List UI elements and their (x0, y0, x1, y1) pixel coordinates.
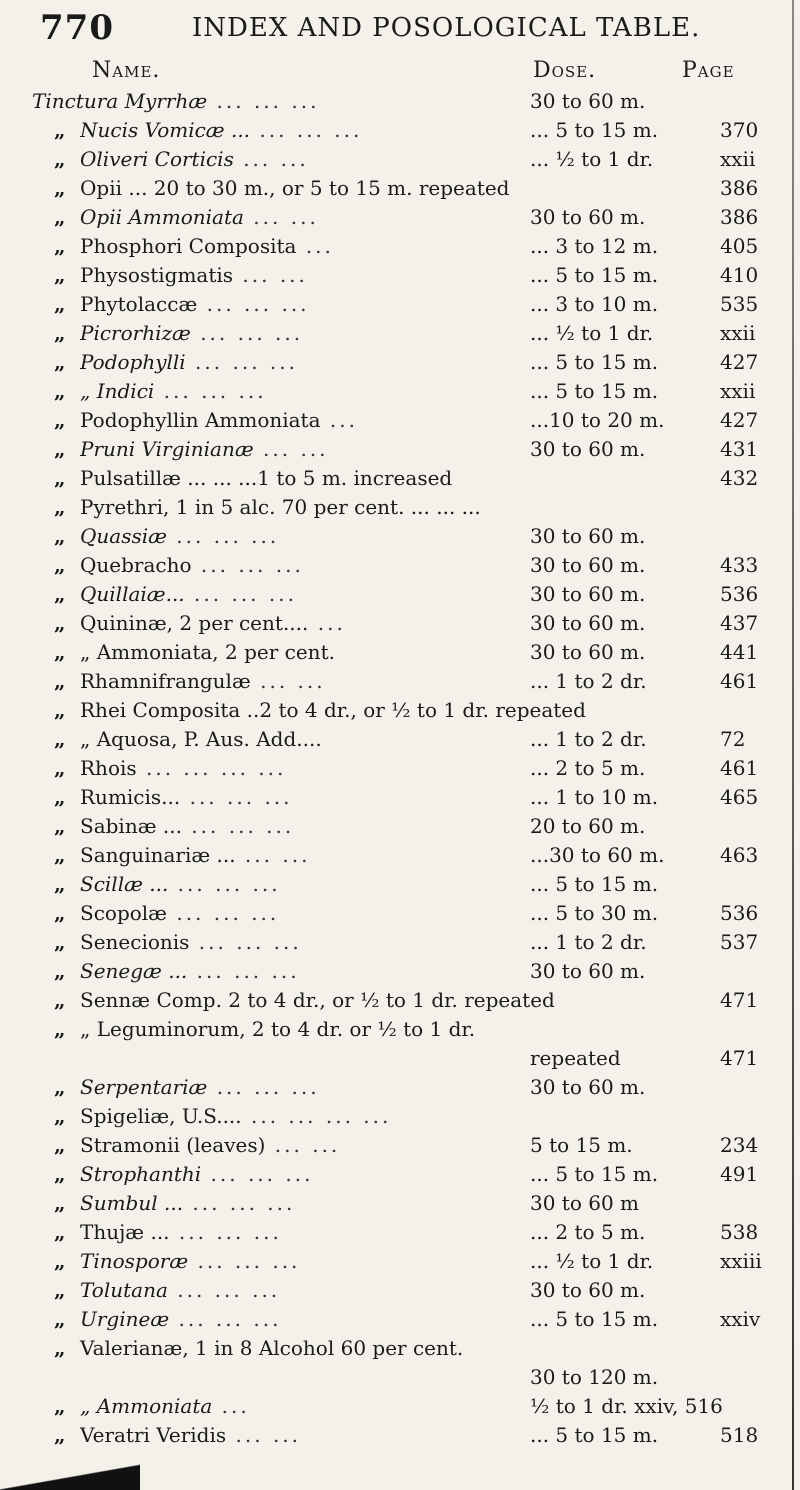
table-row (0, 581, 800, 607)
table-row (0, 146, 800, 172)
page-reference: 518 (720, 1423, 759, 1447)
ditto-mark: „ (54, 1249, 66, 1273)
ditto-mark: „ (54, 582, 66, 606)
table-row (0, 639, 800, 665)
remedy-name-text: „ Indici (80, 379, 155, 403)
dose-value: repeated (530, 1046, 621, 1070)
ditto-mark: „ (54, 1133, 66, 1157)
leader-dots: ... (212, 1394, 250, 1418)
remedy-name-text: Stramonii (leaves) (80, 1133, 266, 1157)
table-row (0, 349, 800, 375)
remedy-name (80, 1190, 540, 1216)
ditto-mark: „ (54, 756, 66, 780)
dose-value: ... ½ to 1 dr. (530, 1249, 654, 1273)
ditto-mark: „ (54, 727, 66, 751)
table-row (0, 1045, 800, 1071)
leader-dots: ... ... ... (197, 292, 310, 316)
remedy-name-text: Quillaiæ... (80, 582, 185, 606)
ditto-mark: „ (54, 495, 66, 519)
leader-dots: ... ... ... (166, 901, 280, 925)
remedy-name (80, 581, 540, 607)
remedy-name (80, 610, 540, 636)
table-row (0, 697, 800, 723)
table-row (0, 407, 800, 433)
page-reference: xxiii (720, 1249, 762, 1273)
dose-value: ... 5 to 30 m. (530, 901, 659, 925)
leader-dots: ... ... ... (167, 1278, 281, 1302)
page-reference: 471 (720, 1046, 759, 1070)
remedy-name (80, 465, 780, 491)
leader-dots: ... ... (253, 437, 329, 461)
leader-dots: ... ... ... (169, 1220, 282, 1244)
dose-value: 30 to 60 m (530, 1191, 640, 1215)
table-row (0, 1248, 800, 1274)
dose-value: ... ½ to 1 dr. (530, 321, 654, 345)
remedy-name (80, 436, 540, 462)
remedy-name-text: Phytolaccæ (80, 292, 198, 316)
remedy-name-text: Thujæ ... (80, 1220, 170, 1244)
page-reference: 410 (720, 263, 759, 287)
table-row (0, 1335, 800, 1361)
remedy-name (80, 813, 540, 839)
remedy-name-text: Senegæ ... (80, 959, 188, 983)
table-row (0, 465, 800, 491)
remedy-name-text: „ Leguminorum, 2 to 4 dr. or ½ to 1 dr. (80, 1017, 476, 1041)
leader-dots: ... ... ... (181, 814, 295, 838)
table-row (0, 88, 800, 114)
remedy-name-text: Physostigmatis (80, 263, 234, 287)
remedy-name (80, 1248, 540, 1274)
remedy-name (80, 1422, 540, 1448)
leader-dots: ... (320, 408, 358, 432)
table-row (0, 291, 800, 317)
table-row (0, 842, 800, 868)
remedy-name-text: Phosphori Composita (80, 234, 297, 258)
remedy-name (80, 697, 780, 723)
page-reference: 386 (720, 176, 759, 200)
dose-value: 30 to 120 m. (530, 1365, 659, 1389)
remedy-name (80, 407, 540, 433)
page-edge-shadow (792, 0, 794, 1490)
ditto-mark: „ (54, 292, 66, 316)
dose-value: ... 5 to 15 m. (530, 118, 659, 142)
dose-value: ... 1 to 10 m. (530, 785, 659, 809)
ditto-mark: „ (54, 321, 66, 345)
page-reference: 465 (720, 785, 759, 809)
remedy-name (80, 1132, 540, 1158)
remedy-name (80, 900, 540, 926)
ditto-mark: „ (54, 1017, 66, 1041)
table-row (0, 233, 800, 259)
remedy-name-text: Tinctura Myrrhæ (32, 89, 208, 113)
leader-dots: ... ... ... (250, 118, 363, 142)
leader-dots: ... ... ... (169, 1307, 282, 1331)
ditto-mark: „ (54, 466, 66, 490)
ditto-mark: „ (54, 1423, 66, 1447)
running-head: INDEX AND POSOLOGICAL TABLE. (192, 13, 701, 43)
page-reference: 386 (720, 205, 759, 229)
remedy-name (80, 523, 540, 549)
table-row (0, 1422, 800, 1448)
ditto-mark: „ (54, 234, 66, 258)
remedy-name (32, 88, 492, 114)
remedy-name-text: Sennæ Comp. 2 to 4 dr., or ½ to 1 dr. repeated (80, 988, 555, 1012)
ditto-mark: „ (54, 669, 66, 693)
remedy-name-text: Spigeliæ, U.S.... (80, 1104, 242, 1128)
dose-value: 30 to 60 m. (530, 640, 646, 664)
table-row (0, 117, 800, 143)
table-row (0, 726, 800, 752)
remedy-name-text: Opii ... 20 to 30 m., or 5 to 15 m. repeated (80, 176, 510, 200)
remedy-name-text: Urgineæ (80, 1307, 170, 1331)
remedy-name (80, 204, 540, 230)
dose-value: 30 to 60 m. (530, 959, 646, 983)
leader-dots: ... ... ... (185, 350, 298, 374)
table-row (0, 494, 800, 520)
dose-value: ... 5 to 15 m. (530, 1162, 659, 1186)
remedy-name-text: Serpentariæ (80, 1075, 208, 1099)
dose-value: ... 1 to 2 dr. (530, 669, 647, 693)
remedy-name (80, 117, 540, 143)
dose-value: 30 to 60 m. (530, 1278, 646, 1302)
dose-value: ... 3 to 10 m. (530, 292, 659, 316)
dose-value: 30 to 60 m. (530, 524, 646, 548)
column-header-name: Name. (92, 58, 161, 83)
ditto-mark: „ (54, 1075, 66, 1099)
dose-value: ... 5 to 15 m. (530, 1423, 659, 1447)
dose-value: 30 to 60 m. (530, 89, 646, 113)
table-row (0, 523, 800, 549)
table-row (0, 1132, 800, 1158)
page-corner-shadow (0, 1450, 140, 1490)
table-row (0, 958, 800, 984)
table-row (0, 1016, 800, 1042)
remedy-name (80, 1306, 540, 1332)
ditto-mark: „ (54, 814, 66, 838)
table-row (0, 1219, 800, 1245)
remedy-name (80, 987, 780, 1013)
ditto-mark: „ (54, 1394, 66, 1418)
dose-value: 30 to 60 m. (530, 1075, 646, 1099)
remedy-name (80, 349, 540, 375)
table-row (0, 204, 800, 230)
leader-dots: ... ... ... (183, 1191, 296, 1215)
table-row (0, 1364, 800, 1390)
remedy-name-text: „ Ammoniata, 2 per cent. (80, 640, 335, 664)
page-reference: 72 (720, 727, 746, 751)
table-row (0, 320, 800, 346)
remedy-name-text: Pyrethri, 1 in 5 alc. 70 per cent. ... ... ... (80, 495, 481, 519)
remedy-name (80, 146, 540, 172)
table-row (0, 813, 800, 839)
remedy-name (80, 842, 540, 868)
dose-value: ½ to 1 dr. xxiv, 516 (530, 1394, 723, 1418)
leader-dots: ... ... (233, 263, 308, 287)
remedy-name (80, 1219, 540, 1245)
dose-value: ... 1 to 2 dr. (530, 930, 647, 954)
dose-value: ... 2 to 5 m. (530, 1220, 646, 1244)
remedy-name (80, 1393, 540, 1419)
remedy-name-text: Picrorhizæ (80, 321, 191, 345)
ditto-mark: „ (54, 147, 66, 171)
table-row (0, 1393, 800, 1419)
remedy-name-text: Rhamnifrangulæ (80, 669, 251, 693)
page-reference: 491 (720, 1162, 759, 1186)
ditto-mark: „ (54, 118, 66, 142)
leader-dots: ... ... ... (166, 524, 280, 548)
table-row (0, 1103, 800, 1129)
dose-value: ...30 to 60 m. (530, 843, 665, 867)
table-row (0, 610, 800, 636)
remedy-name (80, 639, 540, 665)
remedy-name-text: Oliveri Corticis (80, 147, 234, 171)
leader-dots: ... ... ... (168, 872, 281, 896)
remedy-name (80, 494, 780, 520)
remedy-name (80, 1161, 540, 1187)
ditto-mark: „ (54, 640, 66, 664)
ditto-mark: „ (54, 205, 66, 229)
table-row (0, 262, 800, 288)
leader-dots: ... ... ... (184, 582, 297, 606)
table-row (0, 900, 800, 926)
table-row (0, 755, 800, 781)
remedy-name (80, 233, 540, 259)
leader-dots: ... ... (235, 843, 311, 867)
ditto-mark: „ (54, 553, 66, 577)
remedy-name-text: Veratri Veridis (80, 1423, 227, 1447)
table-row (0, 1277, 800, 1303)
ditto-mark: „ (54, 524, 66, 548)
ditto-mark: „ (54, 263, 66, 287)
page-reference: 461 (720, 756, 759, 780)
leader-dots: ... ... ... (187, 959, 300, 983)
remedy-name (80, 552, 540, 578)
remedy-name (80, 320, 540, 346)
ditto-mark: „ (54, 408, 66, 432)
remedy-name-text: Quebracho (80, 553, 192, 577)
remedy-name (80, 1277, 540, 1303)
leader-dots: ... ... ... (207, 89, 320, 113)
remedy-name-text: „ Ammoniata (80, 1394, 213, 1418)
ditto-mark: „ (54, 611, 66, 635)
column-header-dose: Dose. (533, 58, 597, 83)
leader-dots: ... ... (233, 147, 309, 171)
dose-value: ... 5 to 15 m. (530, 350, 659, 374)
ditto-mark: „ (54, 1336, 66, 1360)
leader-dots: ... (308, 611, 346, 635)
ditto-mark: „ (54, 1191, 66, 1215)
leader-dots: ... ... ... ... (136, 756, 287, 780)
dose-value: 30 to 60 m. (530, 205, 646, 229)
dose-value: ... 5 to 15 m. (530, 263, 659, 287)
ditto-mark: „ (54, 872, 66, 896)
dose-value: ... ½ to 1 dr. (530, 147, 654, 171)
dose-value: 5 to 15 m. (530, 1133, 633, 1157)
ditto-mark: „ (54, 350, 66, 374)
table-row (0, 784, 800, 810)
table-row (0, 987, 800, 1013)
page-reference: 537 (720, 930, 759, 954)
ditto-mark: „ (54, 437, 66, 461)
remedy-name-text: Opii Ammoniata (80, 205, 244, 229)
remedy-name (80, 929, 540, 955)
page-reference: 405 (720, 234, 759, 258)
remedy-name-text: Quassiæ (80, 524, 167, 548)
leader-dots: ... ... (226, 1423, 302, 1447)
remedy-name (80, 1103, 540, 1129)
remedy-name (80, 291, 540, 317)
table-row (0, 871, 800, 897)
dose-value: ...10 to 20 m. (530, 408, 665, 432)
remedy-name-text: Senecionis (80, 930, 190, 954)
remedy-name (80, 1335, 780, 1361)
page-reference: 538 (720, 1220, 759, 1244)
remedy-name-text: Scillæ ... (80, 872, 169, 896)
table-row (0, 378, 800, 404)
table-row (0, 668, 800, 694)
remedy-name-text: „ Aquosa, P. Aus. Add.... (80, 727, 322, 751)
remedy-name-text: Sumbul ... (80, 1191, 184, 1215)
leader-dots: ... ... ... (154, 379, 267, 403)
ditto-mark: „ (54, 379, 66, 403)
page-reference: 431 (720, 437, 759, 461)
dose-value: ... 2 to 5 m. (530, 756, 646, 780)
remedy-name-text: Tinosporæ (80, 1249, 189, 1273)
ditto-mark: „ (54, 901, 66, 925)
leader-dots: ... ... ... (190, 321, 304, 345)
page-number: 770 (40, 8, 114, 48)
page-reference: 437 (720, 611, 759, 635)
remedy-name-text: Scopolæ (80, 901, 167, 925)
page-reference: xxii (720, 321, 756, 345)
page-reference: 536 (720, 901, 759, 925)
leader-dots: ... ... ... (191, 553, 304, 577)
table-row (0, 1190, 800, 1216)
dose-value: 30 to 60 m. (530, 611, 646, 635)
ditto-mark: „ (54, 1162, 66, 1186)
leader-dots: ... ... ... ... (241, 1104, 392, 1128)
remedy-name (80, 958, 540, 984)
dose-value: ... 5 to 15 m. (530, 872, 659, 896)
remedy-name-text: Quininæ, 2 per cent.... (80, 611, 309, 635)
remedy-name-text: Valerianæ, 1 in 8 Alcohol 60 per cent. (80, 1336, 464, 1360)
dose-value: 30 to 60 m. (530, 553, 646, 577)
page-reference: 427 (720, 408, 759, 432)
table-row (0, 1306, 800, 1332)
leader-dots: ... ... ... (201, 1162, 314, 1186)
remedy-name (80, 755, 540, 781)
table-row (0, 436, 800, 462)
page-reference: xxii (720, 147, 756, 171)
leader-dots: ... (296, 234, 334, 258)
ditto-mark: „ (54, 843, 66, 867)
remedy-name (80, 726, 540, 752)
remedy-name (80, 1016, 780, 1042)
page-reference: 536 (720, 582, 759, 606)
page-reference: 427 (720, 350, 759, 374)
page-reference: 471 (720, 988, 759, 1012)
page-reference: 432 (720, 466, 759, 490)
table-row (0, 1074, 800, 1100)
leader-dots: ... ... ... (188, 1249, 301, 1273)
ditto-mark: „ (54, 1278, 66, 1302)
remedy-name (80, 668, 540, 694)
page-reference: 433 (720, 553, 759, 577)
ditto-mark: „ (54, 1220, 66, 1244)
leader-dots: ... ... (243, 205, 319, 229)
ditto-mark: „ (54, 930, 66, 954)
ditto-mark: „ (54, 176, 66, 200)
leader-dots: ... ... ... (207, 1075, 320, 1099)
remedy-name-text: Tolutana (80, 1278, 168, 1302)
dose-value: 20 to 60 m. (530, 814, 646, 838)
leader-dots: ... ... ... (180, 785, 293, 809)
page-reference: 463 (720, 843, 759, 867)
remedy-name (80, 378, 540, 404)
page-reference: 234 (720, 1133, 759, 1157)
page-reference: 441 (720, 640, 759, 664)
page-reference: 370 (720, 118, 759, 142)
remedy-name-text: Podophyllin Ammoniata (80, 408, 321, 432)
remedy-name-text: Rhois (80, 756, 137, 780)
table-row (0, 552, 800, 578)
column-header-page: Page (682, 58, 735, 83)
dose-value: 30 to 60 m. (530, 437, 646, 461)
remedy-name (80, 175, 780, 201)
remedy-name-text: Sanguinariæ ... (80, 843, 236, 867)
dose-value: ... 1 to 2 dr. (530, 727, 647, 751)
remedy-name-text: Nucis Vomicæ ... (80, 118, 251, 142)
dose-value: 30 to 60 m. (530, 582, 646, 606)
remedy-name-text: Podophylli (80, 350, 186, 374)
table-row (0, 175, 800, 201)
dose-value: ... 5 to 15 m. (530, 1307, 659, 1331)
page-reference: xxii (720, 379, 756, 403)
leader-dots: ... ... (265, 1133, 341, 1157)
remedy-name-text: Rhei Composita ..2 to 4 dr., or ½ to 1 dr. repeated (80, 698, 586, 722)
page-reference: 535 (720, 292, 759, 316)
remedy-name-text: Pulsatillæ ... ... ...1 to 5 m. increased (80, 466, 453, 490)
ditto-mark: „ (54, 1104, 66, 1128)
remedy-name (80, 871, 540, 897)
ditto-mark: „ (54, 698, 66, 722)
remedy-name (80, 1074, 540, 1100)
remedy-name-text: Strophanthi (80, 1162, 202, 1186)
ditto-mark: „ (54, 1307, 66, 1331)
leader-dots: ... ... ... (189, 930, 302, 954)
table-row (0, 1161, 800, 1187)
page-reference: 461 (720, 669, 759, 693)
table-row (0, 929, 800, 955)
dose-value: ... 5 to 15 m. (530, 379, 659, 403)
remedy-name-text: Sabinæ ... (80, 814, 182, 838)
remedy-name (80, 262, 540, 288)
dose-value: ... 3 to 12 m. (530, 234, 659, 258)
leader-dots: ... ... (250, 669, 326, 693)
ditto-mark: „ (54, 988, 66, 1012)
page-reference: xxiv (720, 1307, 761, 1331)
ditto-mark: „ (54, 959, 66, 983)
remedy-name-text: Rumicis... (80, 785, 181, 809)
remedy-name (80, 784, 540, 810)
remedy-name-text: Pruni Virginianæ (80, 437, 254, 461)
ditto-mark: „ (54, 785, 66, 809)
